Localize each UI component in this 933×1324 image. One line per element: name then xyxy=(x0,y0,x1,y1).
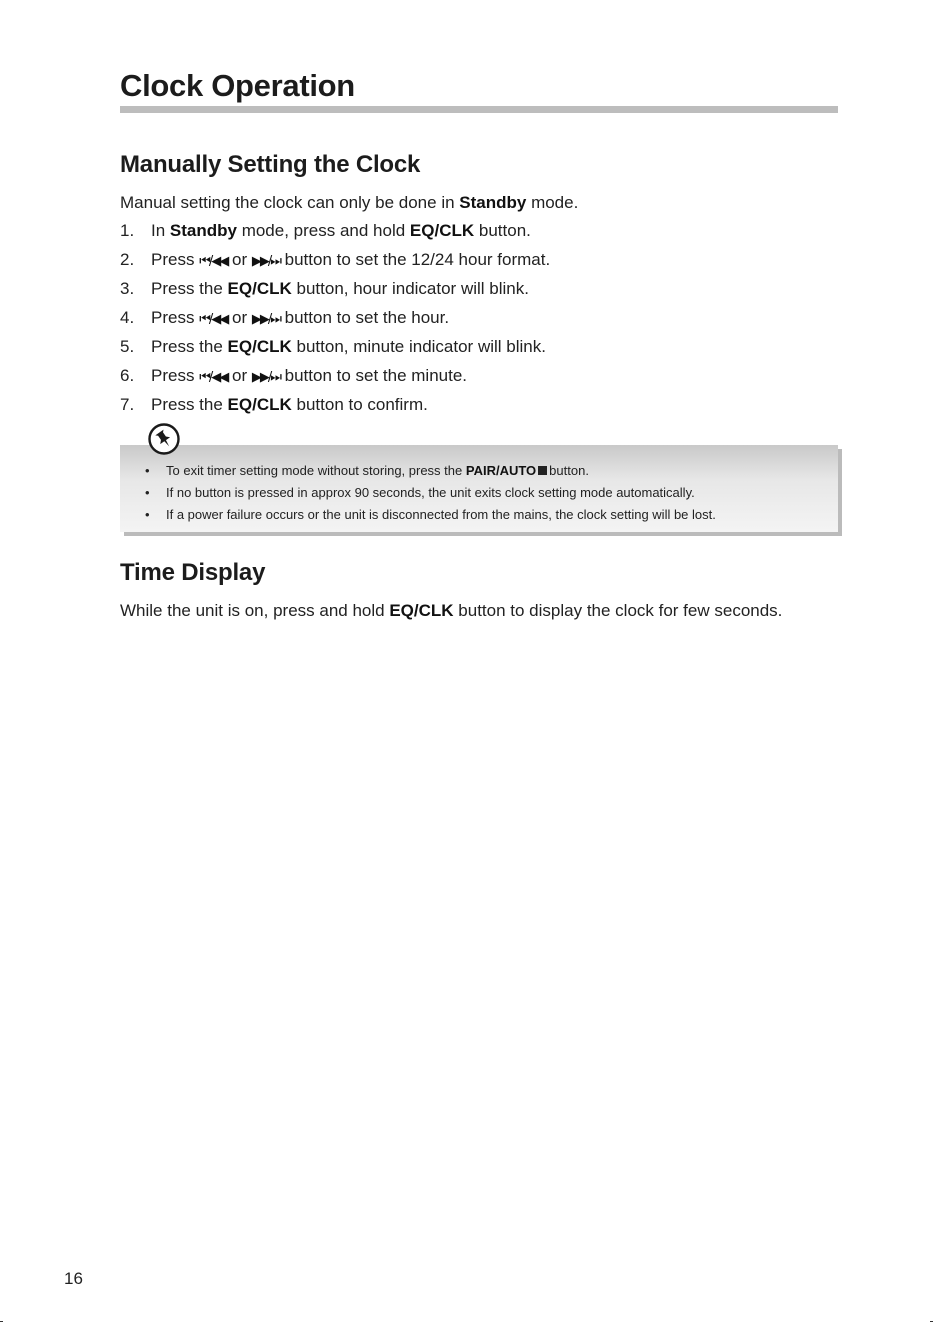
bullet-marker: • xyxy=(145,485,150,500)
text-run: Press the xyxy=(151,395,228,414)
text-run: Press the xyxy=(151,279,228,298)
text-run: In xyxy=(151,221,170,240)
skip-buttons-icon: ⏮/◀◀ xyxy=(199,312,228,327)
step-item xyxy=(120,308,550,337)
page-number: 16 xyxy=(64,1269,83,1288)
step-number: 6. xyxy=(120,366,135,385)
step-item xyxy=(120,250,550,279)
bullet-marker: • xyxy=(145,463,150,478)
note-item xyxy=(145,507,716,529)
text-run: If no button is pressed in approx 90 seconds, the unit exits clock setting mode automatically. xyxy=(166,485,695,500)
time-display-text-bold: EQ/CLK xyxy=(389,601,454,620)
text-run: button, hour indicator will blink. xyxy=(291,279,529,298)
step-number: 4. xyxy=(120,308,135,327)
skip-buttons-icon: ▶▶/⏭ xyxy=(251,370,280,385)
bold-term: EQ/CLK xyxy=(227,395,292,414)
intro-text-before: Manual setting the clock can only be done in xyxy=(120,193,460,212)
note-item xyxy=(145,463,716,485)
step-item xyxy=(120,366,550,395)
time-display-paragraph xyxy=(120,601,782,621)
time-display-text-before: While the unit is on, press and hold xyxy=(120,601,390,620)
page-title: Clock Operation xyxy=(120,68,355,103)
text-run: button to set the minute. xyxy=(279,366,468,385)
text-run: or xyxy=(227,366,252,385)
text-run: or xyxy=(227,308,252,327)
bold-term: EQ/CLK xyxy=(227,337,292,356)
section-heading-manual-clock: Manually Setting the Clock xyxy=(120,151,421,178)
skip-buttons-icon: ⏮/◀◀ xyxy=(199,254,228,269)
skip-buttons-icon: ▶▶/⏭ xyxy=(251,254,280,269)
text-run: Press xyxy=(151,308,200,327)
intro-text-after: mode. xyxy=(526,193,579,212)
crop-mark-left xyxy=(0,1321,3,1322)
step-number: 2. xyxy=(120,250,135,269)
bold-term: EQ/CLK xyxy=(409,221,475,240)
text-run: mode, press and hold xyxy=(236,221,410,240)
text-run: Press xyxy=(151,250,200,269)
pushpin-icon xyxy=(148,423,180,455)
step-item xyxy=(120,395,550,424)
manual-intro-paragraph xyxy=(120,193,578,213)
time-display-text-after: button to display the clock for few seconds. xyxy=(453,601,783,620)
skip-buttons-icon: ⏮/◀◀ xyxy=(199,370,228,385)
step-item xyxy=(120,279,550,308)
step-item xyxy=(120,337,550,366)
text-run: button, minute indicator will blink. xyxy=(291,337,546,356)
text-run: button to set the hour. xyxy=(279,308,450,327)
text-run: If a power failure occurs or the unit is disconnected from the mains, the clock setting will be lost. xyxy=(166,507,716,522)
step-number: 5. xyxy=(120,337,135,356)
title-underline-rule xyxy=(120,106,838,113)
section-heading-time-display: Time Display xyxy=(120,559,266,586)
bullet-marker: • xyxy=(145,507,150,522)
text-run: or xyxy=(227,250,252,269)
clock-setting-steps-list xyxy=(120,221,550,424)
note-item xyxy=(145,485,716,507)
text-run: To exit timer setting mode without storing, press the xyxy=(166,463,466,478)
bold-term: Standby xyxy=(169,221,237,240)
step-number: 7. xyxy=(120,395,135,414)
stop-square-icon xyxy=(538,466,547,475)
note-bullet-list xyxy=(145,463,716,529)
text-run: Press the xyxy=(151,337,228,356)
step-number: 3. xyxy=(120,279,135,298)
bold-term: EQ/CLK xyxy=(227,279,292,298)
text-run: button. xyxy=(549,463,589,478)
step-number: 1. xyxy=(120,221,135,240)
text-run: button to set the 12/24 hour format. xyxy=(279,250,551,269)
bold-term: PAIR/AUTO xyxy=(465,463,537,478)
intro-text-bold: Standby xyxy=(459,193,527,212)
text-run: button to confirm. xyxy=(291,395,428,414)
text-run: button. xyxy=(474,221,531,240)
skip-buttons-icon: ▶▶/⏭ xyxy=(251,312,280,327)
step-item xyxy=(120,221,550,250)
text-run: Press xyxy=(151,366,200,385)
